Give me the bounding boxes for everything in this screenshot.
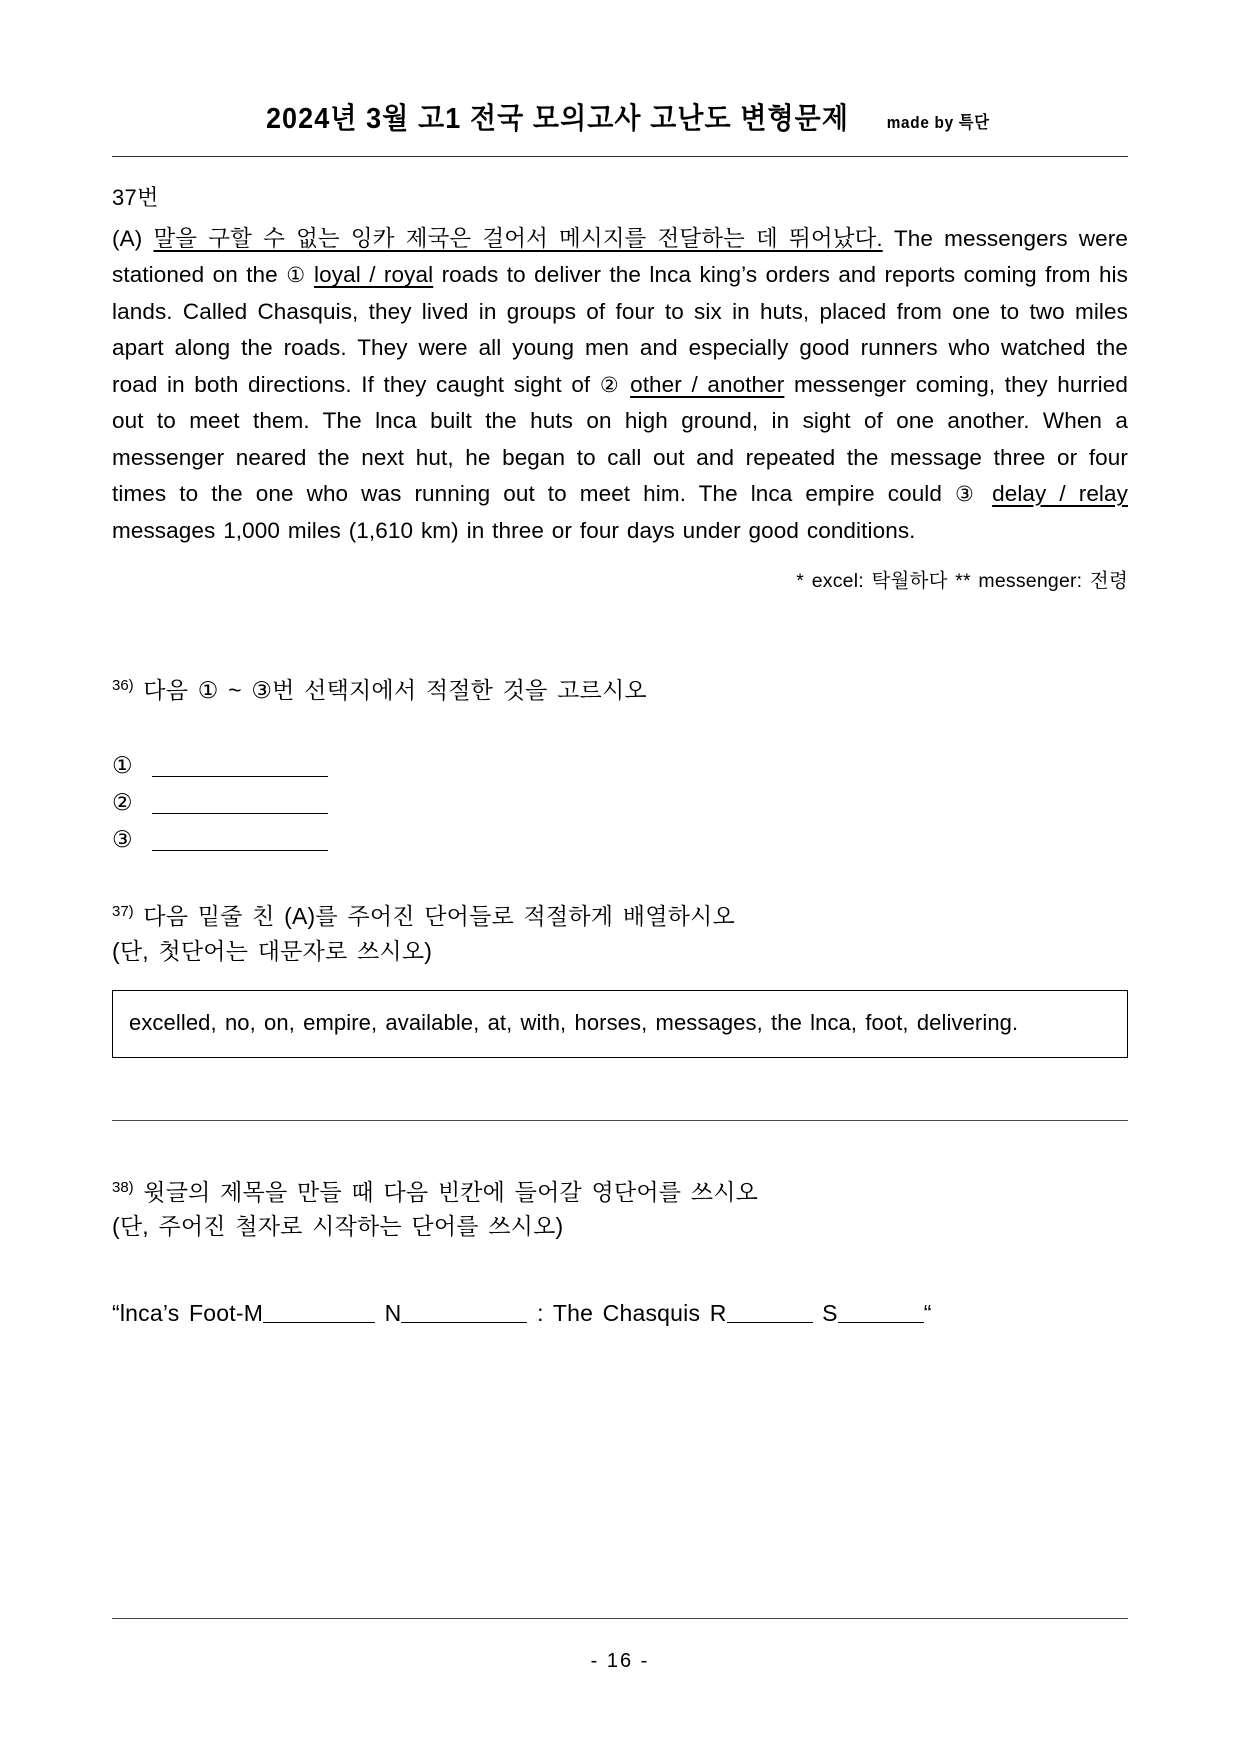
passage-number-label: 37번	[112, 185, 159, 210]
question-36-answer-list	[112, 741, 1128, 851]
choice-1-marker: ①	[286, 264, 306, 288]
question-37-number: 37)	[112, 903, 134, 921]
passage-body-4: messages 1,000 miles (1,610 km) in three or four days under good conditions.	[112, 517, 916, 543]
passage-text	[112, 221, 1128, 549]
choice-2-options: other / another	[630, 371, 785, 397]
question-36-prompt	[112, 673, 1128, 708]
answer-blank-1[interactable]	[152, 756, 328, 777]
question-38-prompt	[112, 1175, 1128, 1210]
header-divider	[112, 156, 1128, 157]
question-38-number: 38)	[112, 1178, 134, 1196]
title-blank-2[interactable]	[401, 1305, 527, 1323]
title-separator: : The Chasquis R	[537, 1299, 727, 1326]
choice-2-marker: ②	[599, 373, 621, 397]
question-38	[112, 1175, 1128, 1327]
title-part-1: lnca’s Foot-M	[119, 1299, 264, 1326]
answer-row	[112, 741, 1128, 777]
question-37-prompt-text: 다음 밑줄 친 (A)를 주어진 단어들로 적절하게 배열하시오	[143, 903, 735, 930]
answer-blank-2[interactable]	[152, 793, 328, 814]
section-divider	[112, 1120, 1128, 1121]
answer-marker-1: ①	[112, 752, 133, 779]
question-36-prompt-text: 다음 ① ~ ③번 선택지에서 적절한 것을 고르시오	[143, 676, 647, 703]
page-title: 2024년 3월 고1 전국 모의고사 고난도 변형문제	[266, 103, 850, 135]
passage-body-1: The messengers were stationed on the	[112, 226, 1128, 288]
title-part-2: N	[384, 1299, 402, 1326]
page-credit: made by 특단	[886, 113, 991, 132]
page-header	[112, 0, 1128, 137]
question-37-condition: (단, 첫단어는 대문자로 쓰시오)	[112, 937, 433, 964]
title-blank-4[interactable]	[838, 1305, 924, 1323]
question-37-word-bank: excelled, no, on, empire, available, at, with, horses, messages, the lnca, foot, delivering.	[112, 990, 1128, 1057]
passage-footnote: * excel: 탁월하다 ** messenger: 전령	[796, 569, 1128, 592]
title-open-quote: “	[112, 1299, 120, 1326]
passage-body-2: roads to deliver the lnca king’s orders and reports coming from his lands. Called Chasquis, they lived in groups of four to six in huts, placed from one to two miles apart along the roads. They were all young men and especially good runners who watched the road in both directions. If they caught sight of	[112, 262, 1129, 397]
page-number: - 16 -	[590, 1650, 650, 1672]
question-37	[112, 899, 1128, 1057]
passage-underlined-korean: 말을 구할 수 없는 잉카 제국은 걸어서 메시지를 전달하는 데 뛰어났다.	[153, 226, 883, 251]
answer-row	[112, 815, 1128, 851]
choice-1-options: loyal / royal	[314, 262, 434, 288]
title-blank-3[interactable]	[727, 1305, 813, 1323]
footer-divider	[112, 1618, 1128, 1619]
answer-marker-2: ②	[112, 789, 133, 816]
passage-lead-marker: (A)	[112, 226, 143, 251]
title-blank-1[interactable]	[263, 1305, 375, 1323]
question-38-title-template	[112, 1300, 1128, 1327]
question-38-condition: (단, 주어진 철자로 시작하는 단어를 쓰시오)	[112, 1213, 564, 1240]
question-37-prompt	[112, 899, 1128, 934]
title-close-quote: “	[923, 1299, 932, 1326]
choice-3-marker: ③	[955, 483, 980, 507]
answer-row	[112, 778, 1128, 814]
passage-body-3: messenger coming, they hurried out to meet them. The lnca built the huts on high ground, in sight of one another. When a messenger neared the next hut, he began to call out and repeated the message three or four times to the one who was running out to meet him. The lnca empire could	[112, 371, 1129, 507]
question-36-number: 36)	[112, 676, 134, 694]
question-36	[112, 673, 1128, 852]
answer-blank-3[interactable]	[152, 830, 328, 851]
question-38-prompt-text: 윗글의 제목을 만들 때 다음 빈칸에 들어갈 영단어를 쓰시오	[143, 1178, 759, 1205]
title-part-3: S	[822, 1299, 838, 1326]
choice-3-options: delay / relay	[992, 481, 1128, 507]
answer-marker-3: ③	[112, 826, 133, 853]
